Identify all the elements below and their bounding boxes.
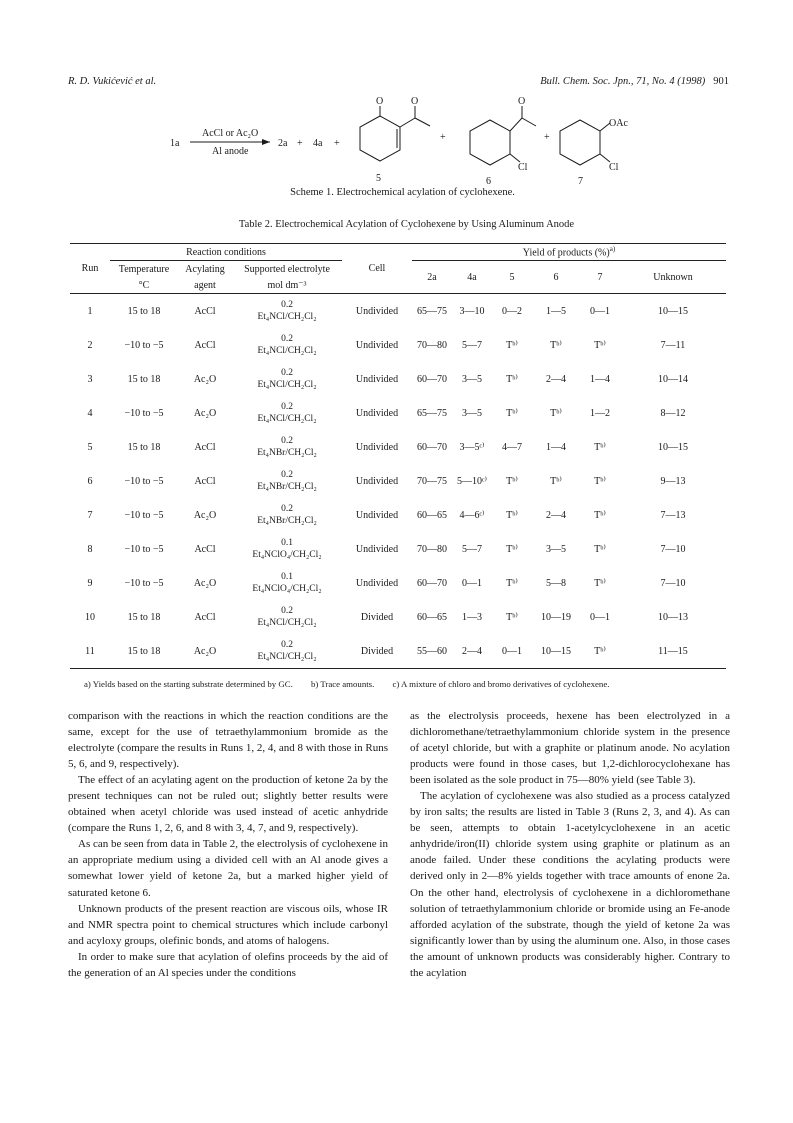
reagent-label: AcCl or Ac₂O [202,128,259,139]
electrolyte-system: Et₄NBr/CH₂Cl₂ [257,516,317,526]
cell-y4a: 2—4 [462,645,482,657]
agent-sub: agent [194,279,216,291]
cell-y7: Tᵇ⁾ [594,441,606,453]
page-number: 901 [713,76,729,87]
col-4a-header: 4a [467,271,477,283]
cell-electrolyte [232,566,342,600]
compound-label-6: 6 [486,176,491,187]
cell-temp: −10 to −5 [124,407,164,419]
product-4a: 4a [313,138,323,149]
electrolyte-system: Et₄NBr/CH₂Cl₂ [257,482,317,492]
cell-electrolyte [232,498,342,532]
cell-unk: 10—15 [658,441,688,453]
cell-run: 2 [87,339,93,351]
cell-y7: 1—2 [590,407,610,419]
compound-label-5: 5 [376,173,381,184]
cell-cell: Undivided [355,509,399,521]
cell-y2a: 60—65 [417,611,447,623]
cell-y6: 1—4 [546,441,566,453]
table-footnotes [84,679,625,689]
compound-label-7: 7 [578,176,583,187]
cell-y5: 4—7 [502,441,522,453]
electrolyte-system: Et₄NCl/CH₂Cl₂ [257,312,317,322]
cell-cell: Undivided [355,373,399,385]
cell-unk: 7—10 [660,577,686,589]
cell-y2a: 55—60 [417,645,447,657]
table-row [70,430,726,464]
paragraph: as the electrolysis proceeds, hexene has been electrolyzed in a dichloromethane/tetraethylammonium chloride system in the presence of acetyl chloride, but with a graphite or platinum anode. No acylation products were found in those cases, but 1,2-dichlorocyclohexane has been isolated as the sole product in 75—80% yield (see Table 3). [410,710,730,787]
running-header-authors: R. D. Vukićević et al. [68,76,157,87]
cell-y6: 3—5 [546,543,566,555]
cell-cell: Undivided [355,305,399,317]
cell-run: 4 [87,407,93,419]
cell-y5: Tᵇ⁾ [506,543,518,555]
cell-y6: 2—4 [546,509,566,521]
cell-run: 1 [87,305,93,317]
cell-cell: Undivided [355,475,399,487]
electrolyte-conc: 0.2 [281,300,293,310]
cell-temp: 15 to 18 [127,373,161,385]
journal-citation: Bull. Chem. Soc. Jpn., 71, No. 4 (1998) [540,76,706,87]
col-agent-header: Acylating [185,263,225,275]
electrolyte-system: Et₄NCl/CH₂Cl₂ [257,346,317,356]
paragraph: The acylation of cyclohexene was also studied as a process catalyzed by iron salts; the results are listed in Table 3 (Runs 2, 3, and 4). As can be seen, attempts to obtain 1-acetylcyclohexene in an acetic anhydride/iron(II) chloride system using graphite or platinum as an anode failed. Under these conditions the acylating products were derived only in 2—8% yields together with trace amounts of enone 2a. On the other hand, electrolysis of cyclohexene in a dichloromethane solution of tetraethylammonium chloride or bromide using an Fe-anode afforded acylation of the substrate, though the yield of ketone 2a was significantly lower than by using the aluminum one. Also, in those cases the amount of unknown products was considerably higher. Contrary to the acylation [410,790,730,979]
cell-y4a: 1—3 [462,611,482,623]
table-row [70,532,726,566]
body-column-right [410,708,730,981]
electrolyte-conc: 0.1 [281,538,293,548]
table-row [70,600,726,634]
cell-cell: Divided [360,611,394,623]
running-header-journal [540,76,729,87]
electrolyte-conc: 0.2 [281,504,293,514]
cell-temp: 15 to 18 [127,611,161,623]
electrolyte-conc: 0.2 [281,470,293,480]
structure-5 [360,106,430,161]
structure-6 [470,106,536,165]
cell-temp: 15 to 18 [127,305,161,317]
data-table [70,243,726,669]
structure-7 [560,120,610,165]
cell-y6: 10—19 [541,611,571,623]
col-5-header: 5 [509,271,515,283]
cell-unk: 10—14 [658,373,688,385]
cell-y5: Tᵇ⁾ [506,407,518,419]
table-row [70,396,726,430]
cell-run: 11 [85,645,95,657]
electrolyte-system: Et₄NCl/CH₂Cl₂ [257,652,317,662]
cell-y6: 2—4 [546,373,566,385]
cell-electrolyte [232,430,342,464]
cell-y7: Tᵇ⁾ [594,645,606,657]
cell-y2a: 60—70 [417,577,447,589]
cell-y6: Tᵇ⁾ [550,407,562,419]
cell-temp: 15 to 18 [127,645,161,657]
cell-electrolyte [232,294,342,329]
body-column-left [68,708,388,981]
cell-y4a: 5—7 [462,339,482,351]
yield-header-text: Yield of products (%) [522,247,610,259]
cell-run: 8 [87,543,93,555]
cell-y7: 0—1 [590,305,610,317]
cell-y5: Tᵇ⁾ [506,577,518,589]
cell-unk: 9—13 [660,475,686,487]
cell-y7: 0—1 [590,611,610,623]
acetoxy-7: OAc [609,118,628,129]
cell-y5: Tᵇ⁾ [506,509,518,521]
cell-agent: AcCl [194,339,216,351]
col-unknown-header: Unknown [653,271,693,283]
cell-run: 7 [87,509,93,521]
paragraph: As can be seen from data in Table 2, the electrolysis of cyclohexene in an appropriate medium using a divided cell with an Al anode gives a somewhat lower yield of ketone 2a, but a marked higher yield of saturated ketone 6. [68,838,388,899]
cell-cell: Undivided [355,441,399,453]
table-caption: Table 2. Electrochemical Acylation of Cyclohexene by Using Aluminum Anode [238,219,575,230]
table-row [70,294,726,329]
yield-note-mark: a) [609,245,616,254]
cell-y7: Tᵇ⁾ [594,509,606,521]
cell-agent: AcCl [194,441,216,453]
cell-y2a: 60—70 [417,441,447,453]
cell-cell: Undivided [355,543,399,555]
cell-electrolyte [232,634,342,669]
cell-y6: Tᵇ⁾ [550,339,562,351]
col-cell-header: Cell [368,263,386,274]
cell-y7: Tᵇ⁾ [594,339,606,351]
footnote-a: a) Yields based on the starting substrate determined by GC. [84,679,293,689]
cell-temp: −10 to −5 [124,339,164,351]
electrolyte-system: Et₄NCl/CH₂Cl₂ [257,618,317,628]
cell-electrolyte [232,362,342,396]
paragraph: comparison with the reactions in which the reaction conditions are the same, except for the use of tetraethylammonium bromide as the electrolyte (compare the results in Runs 1, 2, 4, and 8 with those in Runs 5, 6, and 9, respectively). [68,710,388,771]
cell-agent: AcCl [194,543,216,555]
table-row [70,362,726,396]
cell-y5: Tᵇ⁾ [506,373,518,385]
cell-y4a: 5—7 [462,543,482,555]
cell-y4a: 4—6ᶜ⁾ [459,509,485,521]
plus-sign-3: + [440,132,446,143]
cell-y6: Tᵇ⁾ [550,475,562,487]
table-body [70,294,726,669]
cell-cell: Divided [360,645,394,657]
electrolyte-system: Et₄NCl/CH₂Cl₂ [257,380,317,390]
cell-electrolyte [232,464,342,498]
cell-y2a: 60—70 [417,373,447,385]
electrolyte-conc: 0.2 [281,334,293,344]
chlorine-7: Cl [609,162,619,173]
plus-sign-2: + [334,138,340,149]
electrolyte-conc: 0.2 [281,368,293,378]
cell-y2a: 65—75 [417,407,447,419]
cell-temp: −10 to −5 [124,509,164,521]
cell-agent: AcCl [194,611,216,623]
cell-cell: Undivided [355,407,399,419]
electrolyte-unit: mol dm⁻³ [267,279,307,291]
plus-sign-1: + [297,138,303,149]
cell-temp: 15 to 18 [127,441,161,453]
col-temp-header: Temperature [118,263,170,275]
col-7-header: 7 [597,271,603,283]
cell-agent: Ac₂O [193,509,217,521]
cell-electrolyte [232,532,342,566]
electrolyte-conc: 0.2 [281,402,293,412]
cell-agent: Ac₂O [193,407,217,419]
cell-y7: Tᵇ⁾ [594,475,606,487]
cell-cell: Undivided [355,577,399,589]
table-row [70,634,726,669]
cell-run: 6 [87,475,93,487]
paragraph: In order to make sure that acylation of olefins proceeds by the aid of the generation of an Al species under the conditions [68,950,388,979]
electrolyte-system: Et₄NClO₄/CH₂Cl₂ [252,550,322,560]
cell-run: 5 [87,441,93,453]
cell-y5: Tᵇ⁾ [506,339,518,351]
cell-electrolyte [232,396,342,430]
arrow-head [262,139,270,145]
condition-label: Al anode [212,146,249,157]
electrolyte-system: Et₄NCl/CH₂Cl₂ [257,414,317,424]
electrolyte-system: Et₄NBr/CH₂Cl₂ [257,448,317,458]
cell-y2a: 70—80 [417,339,447,351]
cell-run: 3 [87,373,93,385]
electrolyte-conc: 0.1 [281,572,293,582]
oxygen-5b: O [411,96,419,107]
paragraph: Unknown products of the present reaction are viscous oils, whose IR and NMR spectra point to chemical structures which include carbonyl and acyloxy groups, olefinic bonds, and atoms of halogens. [68,902,388,947]
yield-header [412,244,726,261]
cell-cell: Undivided [355,339,399,351]
cell-agent: AcCl [194,305,216,317]
table-row [70,498,726,532]
cell-y4a: 3—5 [462,373,482,385]
cell-y2a: 60—65 [417,509,447,521]
cell-y2a: 70—75 [417,475,447,487]
cell-unk: 7—10 [660,543,686,555]
temp-unit: °C [138,279,150,291]
electrolyte-system: Et₄NClO₄/CH₂Cl₂ [252,584,322,594]
cell-agent: Ac₂O [193,645,217,657]
cell-y7: Tᵇ⁾ [594,577,606,589]
scheme-caption: Scheme 1. Electrochemical acylation of cyclohexene. [290,187,515,198]
cell-electrolyte [232,600,342,634]
cell-y4a: 5—10ᶜ⁾ [456,475,487,487]
cell-run: 10 [85,611,95,623]
footnote-c: c) A mixture of chloro and bromo derivatives of cyclohexene. [392,679,610,689]
plus-sign-4: + [544,132,550,143]
cell-agent: Ac₂O [193,577,217,589]
cell-y5: Tᵇ⁾ [506,611,518,623]
cell-y6: 1—5 [546,305,566,317]
cell-y2a: 65—75 [417,305,447,317]
cell-y5: 0—1 [502,645,522,657]
table-row [70,328,726,362]
cell-unk: 7—11 [660,339,686,351]
col-2a-header: 2a [427,271,437,283]
cell-y4a: 3—5ᶜ⁾ [459,441,485,453]
cell-y5: 0—2 [502,305,522,317]
cell-y7: Tᵇ⁾ [594,543,606,555]
cell-temp: −10 to −5 [124,475,164,487]
col-electrolyte-header: Supported electrolyte [244,263,330,275]
cell-y6: 5—8 [546,577,566,589]
chlorine-6: Cl [518,162,528,173]
cell-y6: 10—15 [541,645,571,657]
cell-y4a: 3—10 [459,305,485,317]
product-2a: 2a [278,138,288,149]
cell-unk: 11—15 [658,645,688,657]
col-6-header: 6 [553,271,559,283]
table-row [70,566,726,600]
electrolyte-conc: 0.2 [281,436,293,446]
oxygen-6: O [518,96,526,107]
cell-agent: AcCl [194,475,216,487]
electrolyte-conc: 0.2 [281,606,293,616]
cell-electrolyte [232,328,342,362]
cell-unk: 10—13 [658,611,688,623]
cell-y5: Tᵇ⁾ [506,475,518,487]
cell-y2a: 70—80 [417,543,447,555]
cell-temp: −10 to −5 [124,577,164,589]
paragraph: The effect of an acylating agent on the production of ketone 2a by the present techniques can not be ruled out; slightly better results were obtained when acetyl chloride was used instead of acetic anhydride (compare the Runs 1, 2, 6, and 8 with 3, 4, 7, and 9, respectively). [68,774,388,835]
col-run-header: Run [81,263,99,274]
table-row [70,464,726,498]
reaction-conditions-header: Reaction conditions [110,244,342,261]
cell-run: 9 [87,577,93,589]
footnote-b: b) Trace amounts. [311,679,375,689]
cell-unk: 10—15 [658,305,688,317]
oxygen-5a: O [376,96,384,107]
cell-temp: −10 to −5 [124,543,164,555]
cell-unk: 8—12 [660,407,686,419]
cell-y4a: 3—5 [462,407,482,419]
cell-agent: Ac₂O [193,373,217,385]
reactant-label: 1a [170,138,180,149]
cell-unk: 7—13 [660,509,686,521]
cell-y4a: 0—1 [462,577,482,589]
electrolyte-conc: 0.2 [281,640,293,650]
cell-y7: 1—4 [590,373,610,385]
